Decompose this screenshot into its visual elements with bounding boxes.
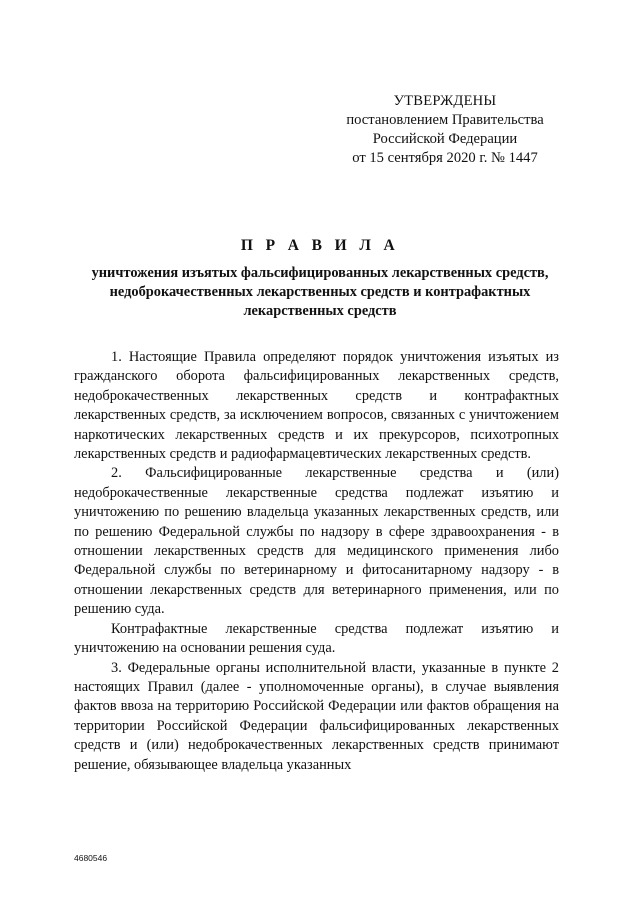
approval-title: УТВЕРЖДЕНЫ xyxy=(393,93,497,109)
approval-block xyxy=(320,92,570,168)
approval-line-2: Российской Федерации xyxy=(372,131,518,147)
approval-line-1: постановлением Правительства xyxy=(346,112,544,128)
paragraph-2-continuation: Контрафактные лекарственные средства подлежат изъятию и уничтожению на основании решения суда. xyxy=(74,620,559,657)
approval-line-3: от 15 сентября 2020 г. № 1447 xyxy=(352,150,538,166)
document-title: П Р А В И Л А xyxy=(240,237,400,254)
paragraph-3: 3. Федеральные органы исполнительной власти, указанные в пункте 2 настоящих Правил (далее - уполномоченные органы), в случае выявления фактов ввоза на территорию Российской Федерации или фактов обращения на территории Российской Федерации фальсифицированных лекарственных средств и (или) недоброкачественных лекарственных средств принимают решение, обязывающее владельца указанных xyxy=(74,659,559,773)
paragraph-2: 2. Фальсифицированные лекарственные средства и (или) недоброкачественные лекарственные средства подлежат изъятию и уничтожению по решению владельца указанных лекарственных средств, или по решению Федеральной службы по надзору в сфере здравоохранения - в отношении лекарственных средств для медицинского применения либо Федеральной службы по ветеринарному и фитосанитарному надзору - в отношении лекарственных средств для ветеринарного применения, или по решению суда. xyxy=(74,465,559,618)
document-subtitle: уничтожения изъятых фальсифицированных лекарственных средств, недоброкачественных лекарственных средств и контрафактных лекарственных средств xyxy=(91,265,549,319)
paragraph-1: 1. Настоящие Правила определяют порядок уничтожения изъятых из гражданского оборота фальсифицированных лекарственных средств, недоброкачественных лекарственных средств и контрафактных лекарственных средств, за исключением вопросов, связанных с уничтожением наркотических лекарственных средств и их прекурсоров, психотропных лекарственных средств и радиофармацевтических лекарственных средств. xyxy=(74,349,559,463)
document-body xyxy=(74,348,559,775)
document-number: 4680546 xyxy=(74,853,108,863)
